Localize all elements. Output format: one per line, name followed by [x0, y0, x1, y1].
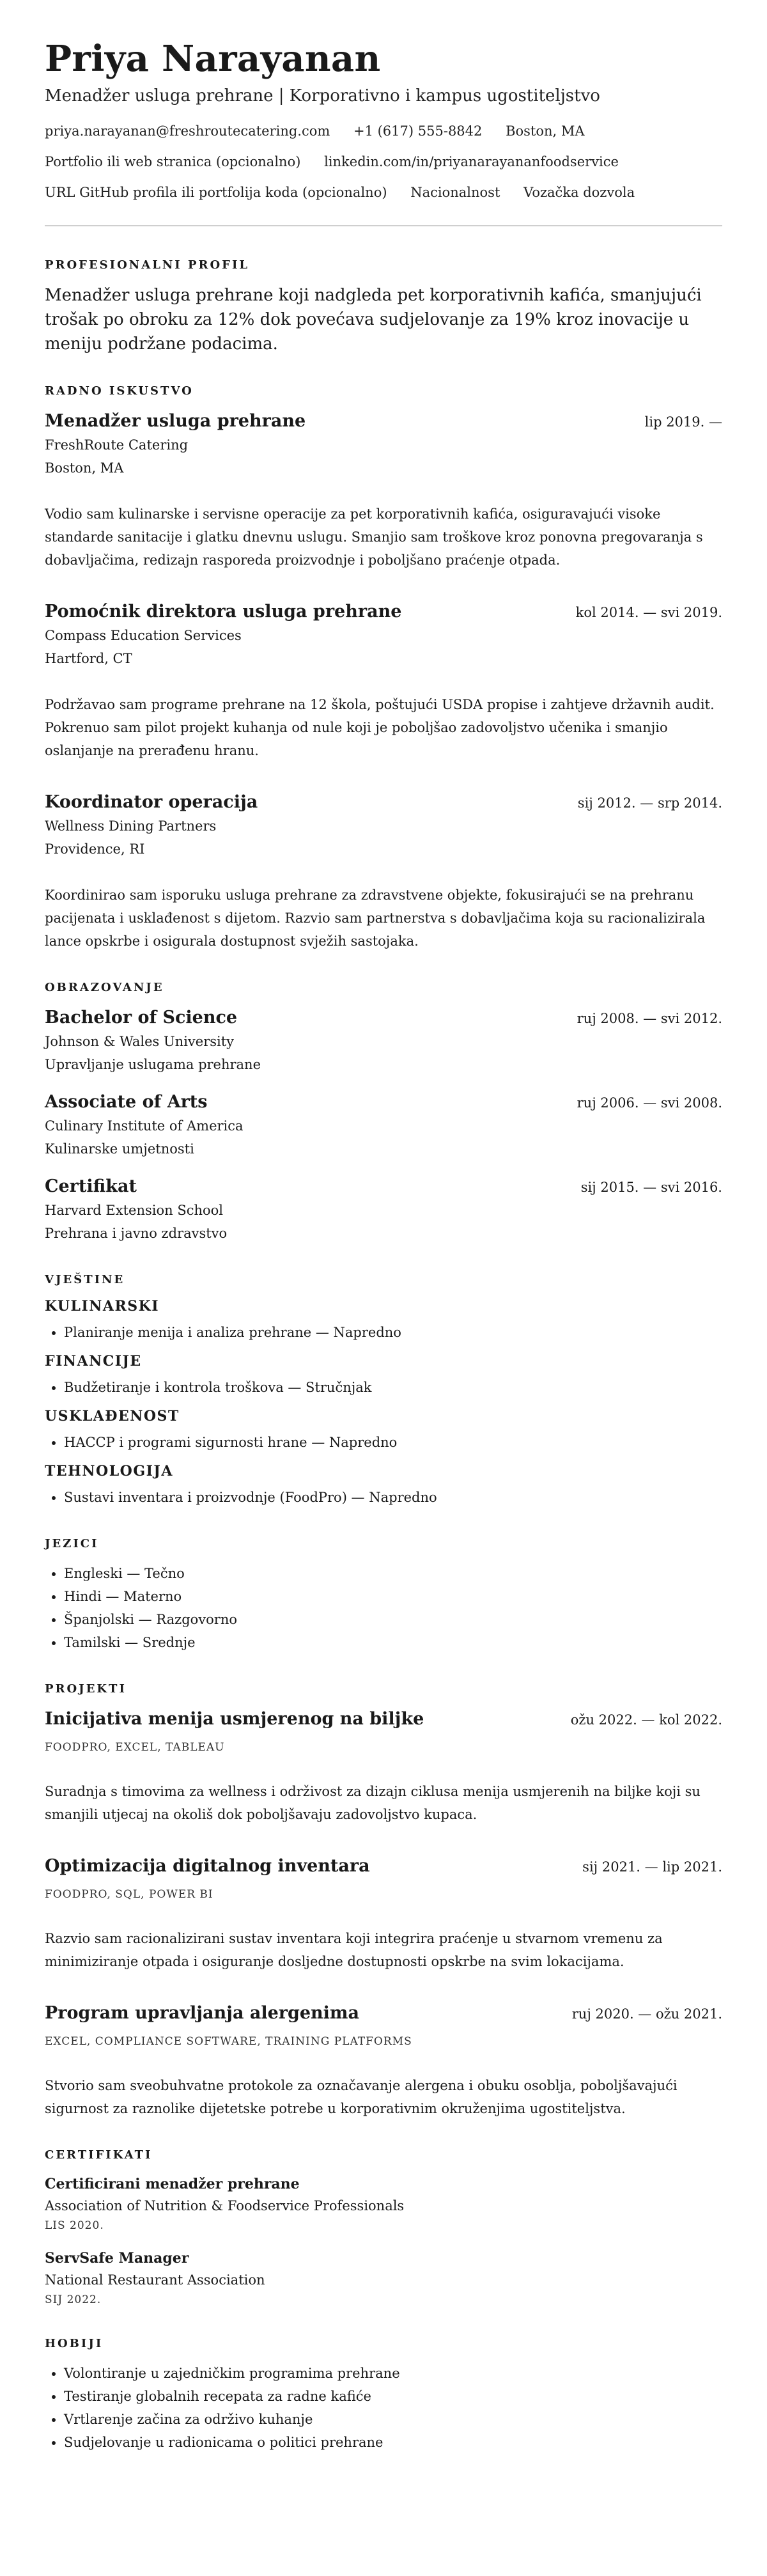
degree: Bachelor of Science [45, 1008, 238, 1027]
school: Harvard Extension School [45, 1203, 223, 1218]
job-dates: sij 2012. — srp 2014. [577, 795, 722, 811]
contact-row-2 [45, 152, 722, 171]
certificate-issuer: National Restaurant Association [45, 2272, 265, 2288]
project-entry [45, 1854, 722, 1973]
resume-header [45, 37, 722, 202]
entry-head [45, 1090, 722, 1114]
skill-category: TEHNOLOGIJA [45, 1463, 173, 1479]
entry-head [45, 2001, 722, 2026]
languages-section [45, 1537, 722, 1654]
section-title-certificates: CERTIFIKATI [45, 2148, 153, 2162]
experience-entry [45, 409, 722, 572]
skill-category: KULINARSKI [45, 1298, 160, 1315]
entry-head [45, 790, 722, 815]
project-description: Suradnja s timovima za wellness i održivost za dizajn ciklusa menija usmjerenih na biljke koji su smanjili utjecaj na okoliš dok poboljšavaju zadovoljstvo kupaca. [45, 1784, 701, 1822]
job-dates: kol 2014. — svi 2019. [575, 605, 722, 620]
education-entry [45, 1006, 722, 1076]
project-description: Stvorio sam sveobuhvatne protokole za označavanje alergena i obuku osoblja, poboljšavajući sigurnost za raznolike dijetetske potrebe u korporativnim okruženjima ugostiteljstva. [45, 2078, 678, 2116]
employer: Compass Education Services [45, 628, 242, 643]
skill-list [45, 1321, 722, 1344]
job-dates: lip 2019. — [644, 414, 722, 430]
skill-list [45, 1486, 722, 1509]
project-entry [45, 2001, 722, 2120]
experience-section [45, 384, 722, 953]
skill-list [45, 1376, 722, 1399]
projects-section [45, 1682, 722, 2120]
skill-item: • Budžetiranje i kontrola troškova — Stručnjak [64, 1376, 722, 1399]
contact-portfolio[interactable]: Portfolio ili web stranica (opcionalno) [45, 154, 301, 169]
language-item: • Hindi — Materno [64, 1585, 722, 1608]
education-entry [45, 1090, 722, 1160]
language-item: • Tamilski — Srednje [64, 1631, 722, 1654]
section-title-languages: JEZICI [45, 1537, 99, 1550]
education-dates: sij 2015. — svi 2016. [580, 1180, 722, 1195]
certificate-name: ServSafe Manager [45, 2250, 189, 2267]
project-name: Inicijativa menija usmjerenog na biljke [45, 1709, 424, 1729]
language-list [45, 1562, 722, 1654]
entry-head [45, 1006, 722, 1030]
education-entry [45, 1175, 722, 1245]
skill-list [45, 1431, 722, 1454]
project-description: Razvio sam racionalizirani sustav inventara koji integrira praćenje u stvarnom vremenu za minimiziranje otpada i osiguranje dosljedne dostupnosti opskrbe na svim lokacijama. [45, 1931, 663, 1969]
education-dates: ruj 2008. — svi 2012. [577, 1011, 722, 1026]
project-entry [45, 1707, 722, 1826]
certificate-issuer: Association of Nutrition & Foodservice Professionals [45, 2198, 405, 2213]
field-of-study: Prehrana i javno zdravstvo [45, 1226, 228, 1241]
job-location: Boston, MA [45, 460, 124, 476]
education-dates: ruj 2006. — svi 2008. [577, 1095, 722, 1111]
field-of-study: Kulinarske umjetnosti [45, 1141, 194, 1157]
header-divider [45, 225, 722, 226]
language-item: • Engleski — Tečno [64, 1562, 722, 1585]
contact-row-1 [45, 121, 722, 141]
section-title-projects: PROJEKTI [45, 1682, 127, 1696]
skills-section [45, 1273, 722, 1509]
entry-head [45, 1175, 722, 1199]
employer: Wellness Dining Partners [45, 818, 217, 834]
headline: Menadžer usluga prehrane | Korporativno i kampus ugostiteljstvo [45, 86, 600, 105]
hobby-item: • Vrtlarenje začina za održivo kuhanje [64, 2408, 722, 2431]
field-of-study: Upravljanje uslugama prehrane [45, 1057, 261, 1072]
skill-item: • HACCP i programi sigurnosti hrane — Napredno [64, 1431, 722, 1454]
project-dates: ruj 2020. — ožu 2021. [571, 2006, 722, 2022]
job-description: Koordinirao sam isporuku usluga prehrane za zdravstvene objekte, fokusirajući se na prehranu pacijenata i usklađenost s dijetom. Razvio sam partnerstva s dobavljačima koja su racionalizirala lance opskrbe i osigurala dostupnost svježih sastojaka. [45, 887, 706, 949]
job-location: Providence, RI [45, 841, 145, 857]
contact-linkedin[interactable]: linkedin.com/in/priyanarayananfoodservice [324, 154, 619, 169]
project-tech: FOODPRO, SQL, POWER BI [45, 1888, 213, 1901]
job-title: Koordinator operacija [45, 792, 258, 812]
hobby-item: • Sudjelovanje u radionicama o politici prehrane [64, 2431, 722, 2454]
contact-driving-license: Vozačka dozvola [523, 185, 635, 200]
experience-entry [45, 600, 722, 762]
hobby-item: • Volontiranje u zajedničkim programima prehrane [64, 2362, 722, 2385]
job-title: Menadžer usluga prehrane [45, 411, 306, 431]
skill-item: • Planiranje menija i analiza prehrane — Napredno [64, 1321, 722, 1344]
certificate-date: LIS 2020. [45, 2219, 104, 2232]
project-dates: sij 2021. — lip 2021. [582, 1859, 722, 1875]
entry-head [45, 1854, 722, 1878]
contact-github[interactable]: URL GitHub profila ili portfolija koda (opcionalno) [45, 185, 387, 200]
job-title: Pomoćnik direktora usluga prehrane [45, 602, 402, 621]
project-dates: ožu 2022. — kol 2022. [570, 1712, 722, 1728]
contact-email[interactable]: priya.narayanan@freshroutecatering.com [45, 123, 330, 139]
section-title-experience: RADNO ISKUSTVO [45, 384, 194, 398]
degree: Certifikat [45, 1176, 137, 1196]
section-title-education: OBRAZOVANJE [45, 981, 164, 994]
hobby-list [45, 2362, 722, 2454]
section-title-skills: VJEŠTINE [45, 1273, 125, 1286]
skill-category: USKLAĐENOST [45, 1408, 180, 1425]
job-description: Podržavao sam programe prehrane na 12 škola, poštujući USDA propise i zahtjeve državnih audit. Pokrenuo sam pilot projekt kuhanja od nule koji je poboljšao zadovoljstvo učenika i smanjio oslanjanje na prerađenu hranu. [45, 697, 715, 758]
profile-section [45, 258, 722, 356]
certificate-entry [45, 2173, 722, 2235]
degree: Associate of Arts [45, 1092, 208, 1112]
education-section [45, 981, 722, 1245]
project-tech: FOODPRO, EXCEL, TABLEAU [45, 1741, 225, 1754]
certificate-name: Certificirani menadžer prehrane [45, 2176, 300, 2192]
contact-location: Boston, MA [506, 123, 585, 139]
entry-head [45, 600, 722, 624]
entry-head [45, 1707, 722, 1731]
employer: FreshRoute Catering [45, 437, 189, 453]
hobbies-section [45, 2337, 722, 2454]
entry-head [45, 409, 722, 433]
contact-row-3 [45, 183, 722, 202]
section-title-profile: PROFESIONALNI PROFIL [45, 258, 250, 272]
contact-nationality: Nacionalnost [410, 185, 500, 200]
job-location: Hartford, CT [45, 651, 132, 666]
job-description: Vodio sam kulinarske i servisne operacije za pet korporativnih kafića, osiguravajući visoke standarde sanitacije i glatku dnevnu uslugu. Smanjio sam troškove kroz ponovna pregovaranja s dobavljačima, redizajn rasporeda proizvodnje i poboljšano praćenje otpada. [45, 506, 703, 568]
hobby-item: • Testiranje globalnih recepata za radne kafiće [64, 2385, 722, 2408]
skill-item: • Sustavi inventara i proizvodnje (FoodPro) — Napredno [64, 1486, 722, 1509]
contact-phone[interactable]: +1 (617) 555-8842 [353, 123, 483, 139]
project-tech: EXCEL, COMPLIANCE SOFTWARE, TRAINING PLATFORMS [45, 2035, 412, 2048]
school: Johnson & Wales University [45, 1034, 235, 1049]
project-name: Program upravljanja alergenima [45, 2003, 359, 2023]
skill-category: FINANCIJE [45, 1353, 142, 1370]
certificates-section [45, 2148, 722, 2309]
language-item: • Španjolski — Razgovorno [64, 1608, 722, 1631]
section-title-hobbies: HOBIJI [45, 2337, 104, 2350]
profile-summary: Menadžer usluga prehrane koji nadgleda pet korporativnih kafića, smanjujući trošak po obroku za 12% dok povećava sudjelovanje za 19% kroz inovacije u meniju podržane podacima. [45, 286, 702, 354]
candidate-name: Priya Narayanan [45, 38, 381, 80]
project-name: Optimizacija digitalnog inventara [45, 1856, 370, 1876]
experience-entry [45, 790, 722, 953]
certificate-date: SIJ 2022. [45, 2293, 102, 2306]
school: Culinary Institute of America [45, 1118, 244, 1134]
certificate-entry [45, 2247, 722, 2309]
